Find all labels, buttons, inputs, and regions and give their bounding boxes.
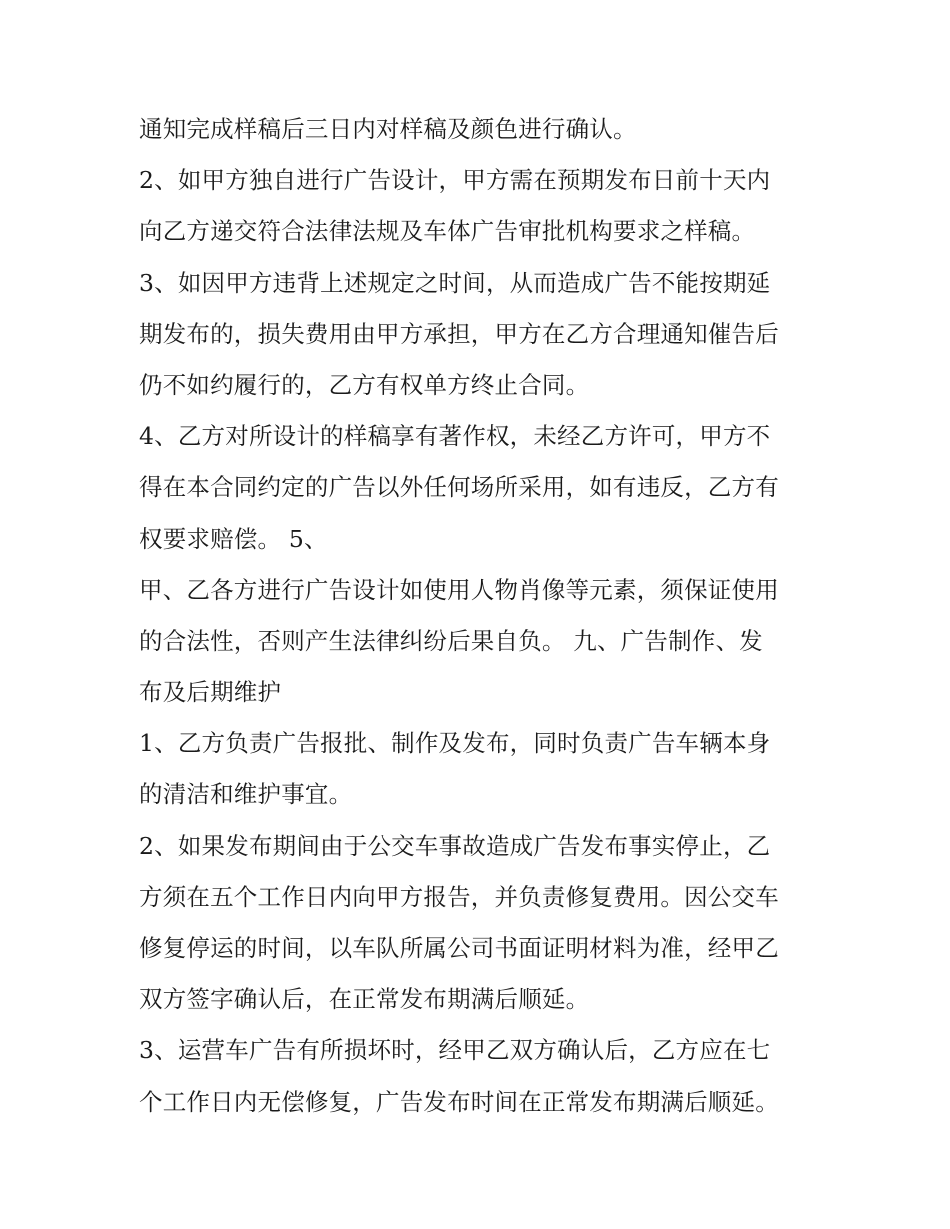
text-line: 个工作日内无偿修复，广告发布时间在正常发布期满后顺延。 bbox=[139, 1087, 779, 1116]
document-body bbox=[139, 104, 829, 1128]
text-line: 得在本合同约定的广告以外任何场所采用，如有违反，乙方有 bbox=[139, 473, 779, 502]
text-line: 3、如因甲方违背上述规定之时间，从而造成广告不能按期延 bbox=[139, 268, 771, 297]
text-line: 的合法性，否则产生法律纠纷后果自负。 九、广告制作、发 bbox=[139, 626, 763, 655]
text-line: 双方签字确认后，在正常发布期满后顺延。 bbox=[139, 985, 590, 1014]
text-line: 甲、乙各方进行广告设计如使用人物肖像等元素，须保证使用 bbox=[139, 575, 779, 604]
text-line: 权要求赔偿。 5、 bbox=[139, 524, 328, 553]
text-line: 2、如甲方独自进行广告设计，甲方需在预期发布日前十天内 bbox=[139, 166, 771, 195]
text-line: 方须在五个工作日内向甲方报告，并负责修复费用。因公交车 bbox=[139, 882, 779, 911]
text-line: 向乙方递交符合法律法规及车体广告审批机构要求之样稿。 bbox=[139, 217, 756, 246]
text-line: 3、运营车广告有所损坏时，经甲乙双方确认后，乙方应在七 bbox=[139, 1036, 771, 1065]
text-line: 的清洁和维护事宜。 bbox=[139, 780, 353, 809]
text-line: 通知完成样稿后三日内对样稿及颜色进行确认。 bbox=[139, 115, 637, 143]
text-line: 仍不如约履行的，乙方有权单方终止合同。 bbox=[139, 370, 590, 399]
text-line: 修复停运的时间，以车队所属公司书面证明材料为准，经甲乙 bbox=[139, 934, 779, 962]
text-line: 1、乙方负责广告报批、制作及发布，同时负责广告车辆本身 bbox=[139, 729, 771, 758]
section-heading-line: 布及后期维护 bbox=[139, 678, 282, 707]
text-line: 2、如果发布期间由于公交车事故造成广告发布事实停止，乙 bbox=[139, 831, 771, 860]
text-line: 期发布的，损失费用由甲方承担，甲方在乙方合理通知催告后 bbox=[139, 319, 779, 348]
text-line: 4、乙方对所设计的样稿享有著作权，未经乙方许可，甲方不 bbox=[139, 422, 771, 451]
